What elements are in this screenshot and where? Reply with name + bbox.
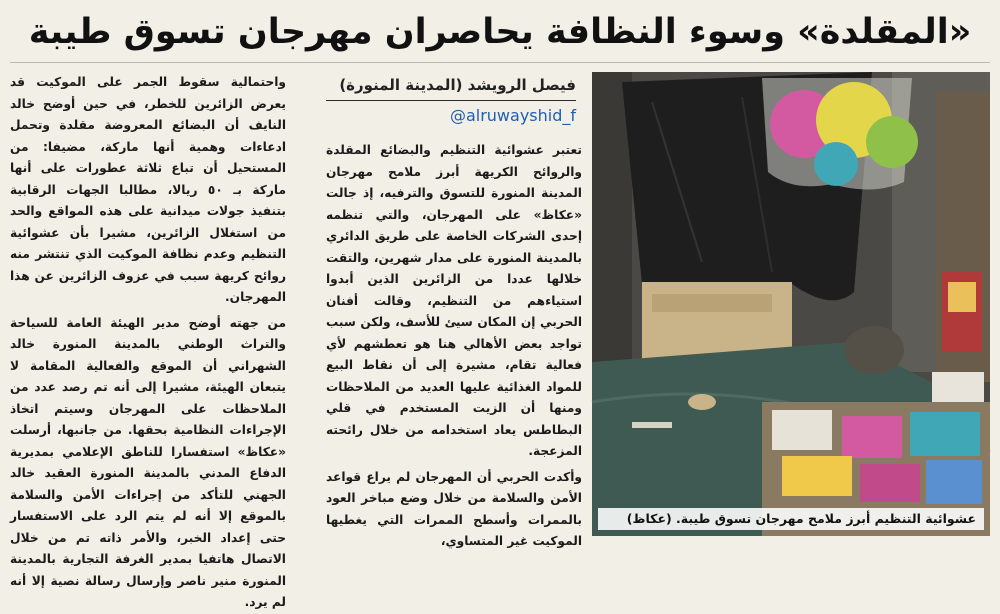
article-column-left: [10, 72, 286, 609]
byline-divider: [326, 100, 576, 101]
paragraph: وأكدت الحربي أن المهرجان لم يراع قواعد الأمن والسلامة من خلال وضع مباخر العود بالممرات وأسطح الممرات التي يغطيها الموكيت غير المتساوي،: [326, 469, 582, 548]
photo-caption: عشوائية التنظيم أبرز ملامح مهرجان تسوق طيبة. (عكاظ): [598, 508, 984, 530]
article-column-middle: [326, 140, 582, 548]
article-photo: [592, 72, 990, 536]
byline: فيصل الرويشد (المدينة المنورة): [339, 76, 576, 94]
headline: «المقلدة» وسوء النظافة يحاصران مهرجان تسوق طيبة: [28, 12, 972, 52]
author-handle[interactable]: alruwayshid_f@: [449, 106, 576, 125]
paragraph: من جهته أوضح مدير الهيئة العامة للسياحة والتراث الوطني بالمدينة المنورة خالد الشهراني أن الموقع والفعالية المقامة لا يتبعان الهيئة، مشيرا إلى أنه تم رصد عدد من الملاحظات على المهرجان وسيتم اتخاذ الإجراءات النظامية بحقها. من جانبها، أرسلت «عكاظ» استفسارا للناطق الإعلامي بمديرية الدفاع المدني بالمدينة المنورة العقيد خالد الجهني للتأكد من إجراءات الأمن والسلامة بالموقع إلا أنه لم يتم الرد على الاستفسار حتى إعداد الخبر، والأمر ذاته تم من خلال الاتصال هاتفيا بمدير الغرفة التجارية بالمدينة المنورة منير ناصر وإرسال رسالة نصية إلا أنه لم يرد.: [10, 315, 286, 609]
paragraph: تعتبر عشوائية التنظيم والبضائع المقلدة والروائح الكريهة أبرز ملامح مهرجان المدينة المنورة للتسوق والترفيه، إذ جالت «عكاظ» على المهرجان، والتي تنظمه إحدى الشركات الخاصة على طريق الدائري بالمدينة المنورة على مدار شهرين، والتقت خلالها عددا من الزائرين الذين أبدوا استياءهم من التنظيم، وقالت أفنان الحربي إن المكان سيئ للأسف، ولكن سبب تواجد بعض الأهالي هنا هو تعطشهم لأي فعالية تقام، مشيرة إلى أن نقاط البيع للمواد الغذائية عليها العديد من الملاحظات ومنها أن الزيت المستخدم في قلي البطاطس يعاد استخدامه من خلال رائحته المزعجة.: [326, 143, 582, 458]
headline-divider: [10, 62, 990, 63]
paragraph: واحتمالية سقوط الجمر على الموكيت قد يعرض الزائرين للخطر، في حين أوضح خالد النايف أن البضائع المعروضة مقلدة وتحمل ادعاءات وهمية أنها ماركة، مضيفا: من المستحيل أن تباع ثلاثة عطورات على أنها ماركة بـ ٥٠ ريالا، مطالبا الجهات الرقابية بتنفيذ جولات ميدانية على هذه المواقع والحد من استغلال الزائرين، مشيرا بأن عشوائية التنظيم وعدم نظافة الموكيت الذي تنتشر منه روائح كريهة سبب في عزوف الزائرين عن هذا المهرجان.: [10, 75, 286, 304]
market-stall-photo: [592, 72, 990, 536]
